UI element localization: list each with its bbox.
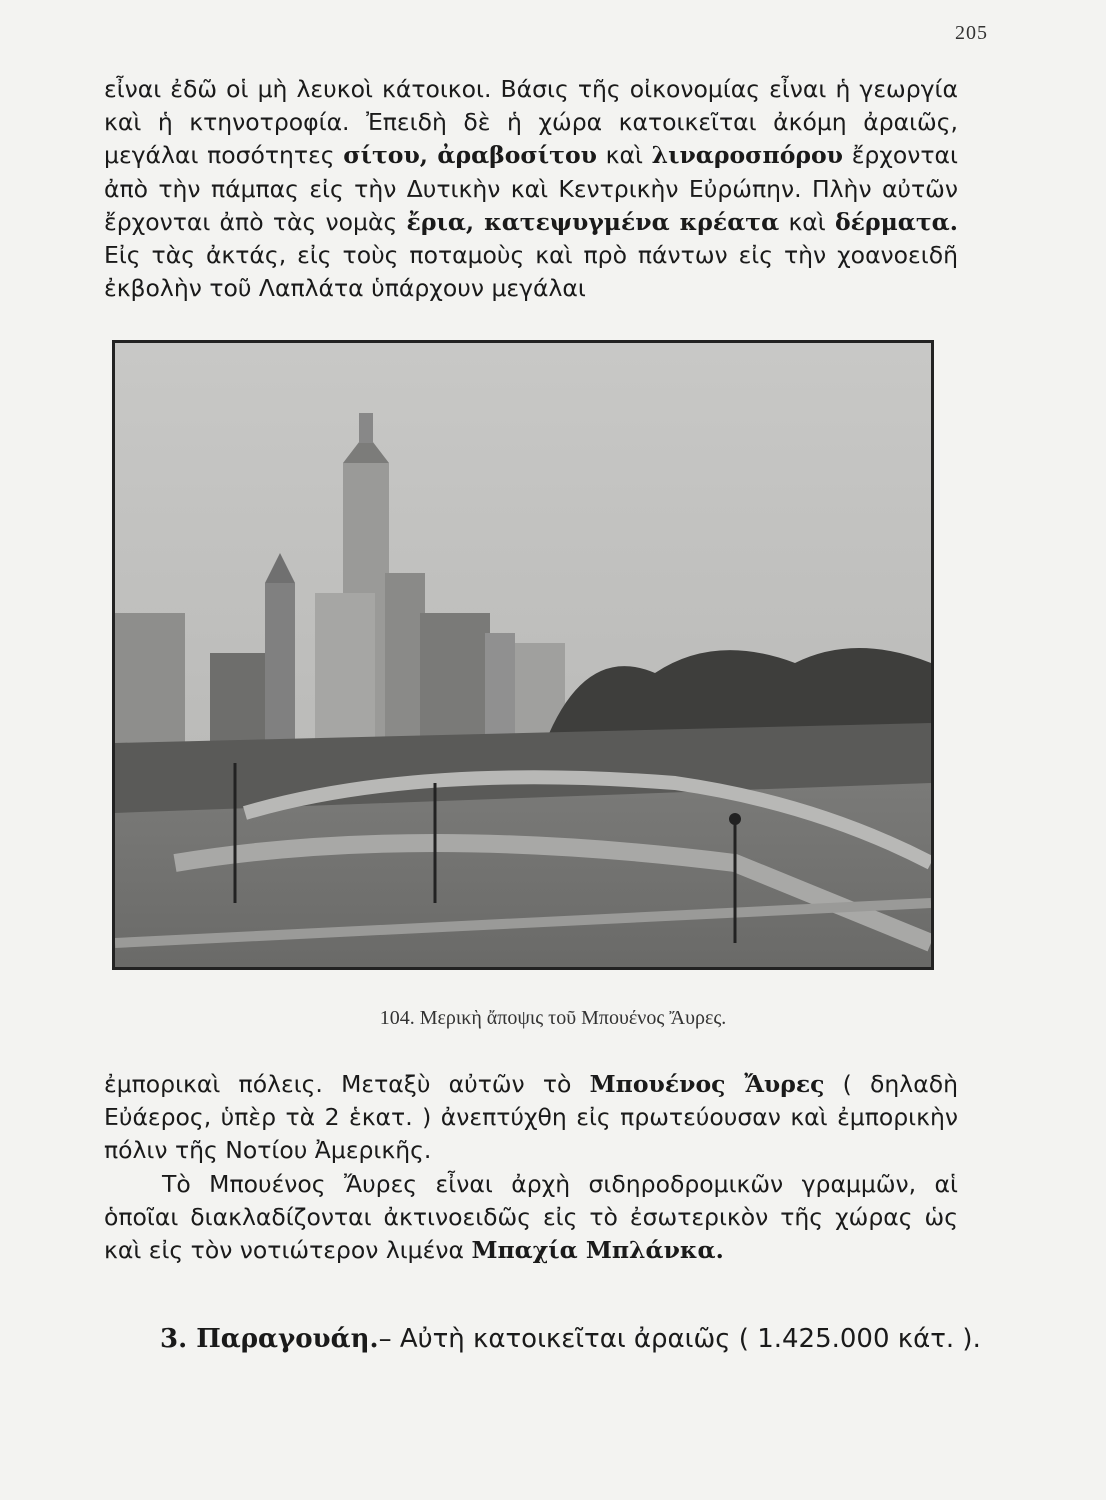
bold-term: λιναροσπόρου (651, 141, 843, 170)
paragraph-text: Εἰς τὰς ἀκτάς, εἰς τοὺς ποταμοὺς καὶ πρὸ πάντων εἰς τὴν χοανοειδῆ ἐκβολὴν τοῦ Λαπλάτα ὑπάρχουν μεγάλαι (104, 241, 958, 303)
figure-caption: 104. Μερικὴ ἄποψις τοῦ Μπουένος Ἄυρες. (379, 1007, 727, 1029)
paragraph-text: ἐμπορικαὶ πόλεις. Μεταξὺ αὐτῶν τὸ (104, 1070, 572, 1098)
paragraph-2 (104, 1168, 958, 1268)
section-title: 3. Παραγουάη. (160, 1324, 379, 1354)
paragraph-text: Τὸ Μπουένος Ἄυρες εἶναι ἀρχὴ σιδηροδρομικῶν γραμμῶν, αἱ ὁποῖαι διακλαδίζονται ἀκτινοειδῶς εἰς τὸ ἐσωτερικὸν τῆς χώρας ὡς καὶ εἰς τὸν νοτιώτερον λιμένα (104, 1169, 958, 1265)
bold-term: σίτου, ἀραβοσίτου (343, 141, 597, 170)
bottom-text (104, 1068, 958, 1267)
city-photograph (112, 340, 934, 970)
bold-term: Μπουένος Ἄυρες (589, 1070, 825, 1098)
bold-term: ἔρια, κατεψυγμένα κρέατα (406, 207, 780, 236)
paragraph-text: ἔρχονται ἀπὸ τὴν πάμπας εἰς τὴν Δυτικὴν καὶ Κεντρικὴν Εὐρώπην. Πλὴν αὐτῶν ἔρχονται ἀπὸ τὰς νομὰς (104, 141, 958, 236)
bold-term: δέρματα. (835, 207, 958, 236)
section-text: – Αὐτὴ κατοικεῖται ἀραιῶς ( 1.425.000 κάτ. ). (378, 1324, 981, 1354)
paragraph-text: εἶναι ἐδῶ οἱ μὴ λευκοὶ κάτοικοι. Βάσις τῆς οἰκονομίας εἶναι ἡ γεωργία καὶ ἡ κτηνοτροφία. Ἐπειδὴ δὲ ἡ χώρα κατοικεῖται ἀκόμη ἀραιῶς, μεγάλαι ποσότητες (104, 75, 958, 170)
paragraph-1 (104, 1068, 958, 1168)
page-number: 205 (955, 22, 988, 44)
paragraph-text: καὶ (605, 141, 643, 170)
top-paragraph (104, 73, 958, 305)
bold-term: Μπαχία Μπλάνκα. (471, 1236, 724, 1265)
section-heading (160, 1322, 981, 1356)
paragraph-text: καὶ (788, 207, 826, 236)
paragraph-text: ( δηλαδὴ Εὐάερος, ὑπὲρ τὰ 2 ἑκατ. ) ἀνεπτύχθη εἰς πρωτεύουσαν καὶ ἐμπορικὴν πόλιν τῆς Νοτίου Ἀμερικῆς. (104, 1070, 958, 1165)
